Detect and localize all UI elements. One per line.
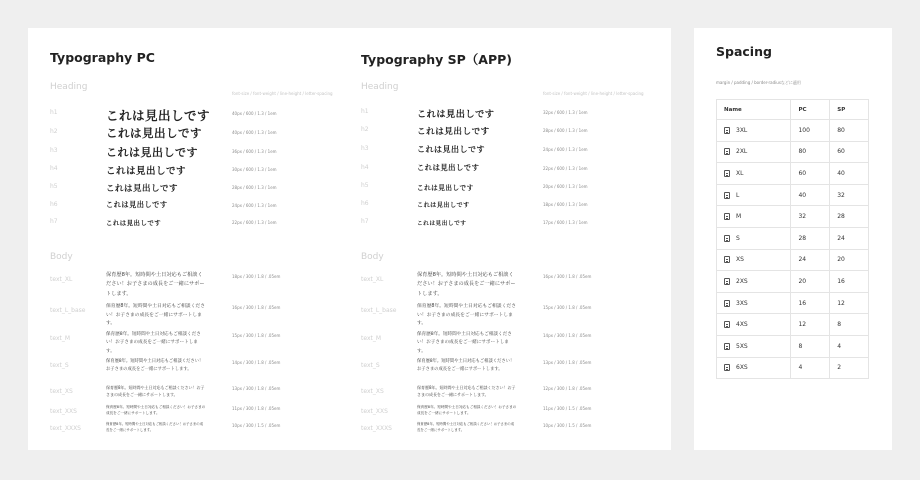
spacing-name: M xyxy=(736,213,742,221)
spacing-table xyxy=(716,99,869,379)
spacing-sp-value: 40 xyxy=(830,163,869,185)
spacing-sp-value: 32 xyxy=(830,184,869,206)
heading-tag: h4 xyxy=(361,163,369,171)
body-row-text-xl xyxy=(50,271,355,297)
heading-tag: h2 xyxy=(50,127,58,135)
spacing-row xyxy=(717,292,869,314)
heading-row-h5 xyxy=(50,182,355,198)
body-row-text-s xyxy=(361,358,661,384)
heading-row-h2 xyxy=(361,125,661,141)
body-spec: 10px / 300 / 1.5 / .05em xyxy=(543,422,592,428)
file-icon xyxy=(724,343,730,350)
heading-row-h2 xyxy=(50,125,355,141)
heading-row-h3 xyxy=(50,144,355,160)
spacing-name-cell xyxy=(717,184,791,206)
spacing-name: XL xyxy=(736,169,744,177)
body-section-label: Body xyxy=(361,252,384,262)
heading-row-h3 xyxy=(361,144,661,160)
spacing-table-header xyxy=(717,100,869,120)
spacing-name-cell xyxy=(717,271,791,293)
body-spec: 11px / 300 / 1.8 / .05em xyxy=(232,405,281,411)
heading-row-h6 xyxy=(50,200,355,216)
header-name: Name xyxy=(717,100,791,120)
body-tag: text_XL xyxy=(50,275,73,283)
heading-sample: これは見出しです xyxy=(417,184,474,192)
spacing-name-cell xyxy=(717,292,791,314)
spacing-sp-value: 20 xyxy=(830,249,869,271)
spacing-name-cell xyxy=(717,227,791,249)
body-spec: 11px / 300 / 1.5 / .05em xyxy=(543,405,592,411)
spacing-sp-value: 8 xyxy=(830,314,869,336)
heading-row-h6 xyxy=(361,200,661,216)
body-row-text-m xyxy=(50,331,355,357)
heading-sample: これは見出しです xyxy=(417,109,495,120)
spacing-card xyxy=(694,28,892,450)
spacing-name: 3XL xyxy=(736,126,748,134)
spacing-name-cell xyxy=(717,314,791,336)
spacing-row xyxy=(717,249,869,271)
body-spec: 12px / 300 / 1.8 / .05em xyxy=(543,386,592,391)
spacing-title: Spacing xyxy=(716,44,772,59)
spacing-name: 2XS xyxy=(736,277,748,285)
heading-sample: これは見出しです xyxy=(106,126,202,140)
spacing-name: 4XS xyxy=(736,321,748,329)
heading-spec: 36px / 600 / 1.3 / 1em xyxy=(232,148,277,154)
heading-sample: これは見出しです xyxy=(417,163,480,172)
body-tag: text_XXS xyxy=(361,407,388,415)
body-row-text-xxxs xyxy=(361,421,661,447)
body-spec: 14px / 300 / 1.8 / .05em xyxy=(232,360,281,366)
file-icon xyxy=(724,213,730,220)
body-row-text-l-base xyxy=(50,303,355,329)
spacing-name: 3XS xyxy=(736,299,748,307)
heading-sample: これは見出しです xyxy=(106,166,187,177)
body-tag: text_XXS xyxy=(50,407,77,415)
body-sample: 保育歴8年。短時間や土日対応もご相談ください！お子さまの成長をご一緒にサポートします。 xyxy=(417,272,516,297)
file-icon xyxy=(724,278,730,285)
heading-tag: h6 xyxy=(361,200,369,208)
heading-row-h4 xyxy=(361,163,661,179)
spacing-sp-value: 24 xyxy=(830,227,869,249)
heading-legend: font-size / font-weight / line-height / letter-spacing xyxy=(232,91,333,96)
spacing-sp-value: 80 xyxy=(830,120,869,142)
heading-spec: 22px / 600 / 1.3 / 1em xyxy=(232,220,277,226)
spacing-name-cell xyxy=(717,120,791,142)
heading-spec: 28px / 600 / 1.3 / 1em xyxy=(232,185,277,191)
body-sample: 保育歴8年。短時間や土日対応もご相談ください！お子さまの成長をご一緒にサポートします。 xyxy=(106,359,204,372)
body-tag: text_L_base xyxy=(50,307,86,315)
heading-sample: これは見出しです xyxy=(106,219,162,227)
spacing-name: S xyxy=(736,234,740,242)
heading-sample: これは見出しです xyxy=(417,221,467,227)
heading-spec: 24px / 600 / 1.3 / 1em xyxy=(232,202,277,208)
heading-tag: h4 xyxy=(50,164,58,172)
heading-section-label: Heading xyxy=(361,82,399,92)
spacing-pc-value: 28 xyxy=(791,227,830,249)
spacing-sp-value: 2 xyxy=(830,357,869,379)
spacing-name: L xyxy=(736,191,740,199)
heading-spec: 30px / 600 / 1.3 / 1em xyxy=(232,166,277,172)
header-pc: PC xyxy=(791,100,830,120)
spacing-name: 2XL xyxy=(736,148,748,156)
spacing-name-cell xyxy=(717,206,791,228)
body-sample: 保育歴8年。短時間や土日対応もご相談ください！お子さまの成長をご一緒にサポートします。 xyxy=(106,385,205,398)
spacing-row xyxy=(717,141,869,163)
heading-tag: h1 xyxy=(361,107,369,115)
spacing-pc-value: 24 xyxy=(791,249,830,271)
spacing-pc-value: 80 xyxy=(791,141,830,163)
spacing-sp-value: 16 xyxy=(830,271,869,293)
body-tag: text_S xyxy=(50,362,69,370)
body-tag: text_XS xyxy=(50,388,73,395)
body-sample: 保育歴8年。短時間や土日対応もご相談ください！お子さまの成長をご一緒にサポートします。 xyxy=(106,332,201,354)
heading-row-h5 xyxy=(361,182,661,198)
spacing-name-cell xyxy=(717,249,791,271)
spacing-name-cell xyxy=(717,141,791,163)
heading-spec: 24px / 600 / 1.3 / 1em xyxy=(543,147,588,152)
heading-row-h7 xyxy=(361,218,661,234)
body-sample: 保育歴8年。短時間や土日対応もご相談ください！お子さまの成長をご一緒にサポートします。 xyxy=(106,405,206,416)
spacing-sp-value: 4 xyxy=(830,335,869,357)
body-sample: 保育歴8年。短時間や土日対応もご相談ください！お子さまの成長をご一緒にサポートします。 xyxy=(417,359,515,372)
typography-card xyxy=(28,28,671,450)
heading-spec: 17px / 600 / 1.3 / 1em xyxy=(543,219,588,225)
body-sample: 保育歴8年。短時間や土日対応もご相談ください！お子さまの成長をご一緒にサポートします。 xyxy=(106,422,204,433)
spacing-pc-value: 16 xyxy=(791,292,830,314)
body-tag: text_XS xyxy=(361,388,384,395)
spacing-sp-value: 60 xyxy=(830,141,869,163)
spacing-sp-value: 28 xyxy=(830,206,869,228)
body-spec: 13px / 300 / 1.8 / .05em xyxy=(232,386,281,391)
heading-row-h1 xyxy=(361,106,661,122)
body-tag: text_XXXS xyxy=(361,424,392,432)
heading-sample: これは見出しです xyxy=(106,200,168,209)
body-sample: 保育歴8年。短時間や土日対応もご相談ください！お子さまの成長をご一緒にサポートします。 xyxy=(417,304,516,327)
heading-spec: 28px / 600 / 1.3 / 1em xyxy=(543,128,588,134)
spacing-row xyxy=(717,184,869,206)
spacing-pc-value: 20 xyxy=(791,271,830,293)
body-tag: text_XXXS xyxy=(50,424,81,432)
spacing-row xyxy=(717,357,869,379)
body-sample: 保育歴8年。短時間や土日対応もご相談ください！お子さまの成長をご一緒にサポートします。 xyxy=(417,422,515,433)
heading-legend: font-size / font-weight / line-height / letter-spacing xyxy=(543,91,644,96)
heading-sample: これは見出しです xyxy=(417,202,470,209)
body-spec: 16px / 300 / 1.8 / .05em xyxy=(232,305,281,311)
body-row-text-l-base xyxy=(361,303,661,329)
spacing-row xyxy=(717,314,869,336)
heading-tag: h6 xyxy=(50,200,58,208)
heading-tag: h5 xyxy=(361,182,369,190)
heading-tag: h5 xyxy=(50,183,58,191)
spacing-row xyxy=(717,227,869,249)
file-icon xyxy=(724,235,730,242)
body-spec: 16px / 300 / 1.8 / .05em xyxy=(543,273,592,279)
body-spec: 15px / 300 / 1.8 / .05em xyxy=(232,333,281,339)
body-sample: 保育歴8年。短時間や土日対応もご相談ください！お子さまの成長をご一緒にサポートします。 xyxy=(417,405,517,416)
spacing-pc-value: 32 xyxy=(791,206,830,228)
spacing-pc-value: 100 xyxy=(791,120,830,142)
heading-sample: これは見出しです xyxy=(106,146,198,159)
heading-spec: 40px / 600 / 1.3 / 1em xyxy=(232,111,277,117)
heading-sample: これは見出しです xyxy=(417,145,485,154)
spacing-row xyxy=(717,335,869,357)
spacing-pc-value: 8 xyxy=(791,335,830,357)
body-spec: 14px / 300 / 1.8 / .05em xyxy=(543,333,592,339)
heading-tag: h3 xyxy=(361,145,369,152)
body-row-text-m xyxy=(361,331,661,357)
body-tag: text_L_base xyxy=(361,307,397,315)
heading-spec: 32px / 600 / 1.3 / 1em xyxy=(543,109,588,115)
spacing-name: 6XS xyxy=(736,364,748,372)
heading-spec: 18px / 600 / 1.3 / 1em xyxy=(543,202,588,208)
file-icon xyxy=(724,148,730,155)
body-row-text-xl xyxy=(361,271,661,297)
heading-tag: h7 xyxy=(361,217,369,225)
spacing-name-cell xyxy=(717,357,791,379)
heading-sample: これは見出しです xyxy=(417,127,490,137)
file-icon xyxy=(724,364,730,371)
heading-sample: これは見出しです xyxy=(106,184,179,194)
body-section-label: Body xyxy=(50,252,73,262)
body-sample: 保育歴8年。短時間や土日対応もご相談ください！お子さまの成長をご一緒にサポートします。 xyxy=(106,272,205,297)
body-sample: 保育歴8年。短時間や土日対応もご相談ください！お子さまの成長をご一緒にサポートします。 xyxy=(106,304,205,327)
spacing-row xyxy=(717,271,869,293)
body-spec: 15px / 300 / 1.8 / .05em xyxy=(543,305,592,311)
file-icon xyxy=(724,300,730,307)
body-sample: 保育歴8年。短時間や土日対応もご相談ください！お子さまの成長をご一緒にサポートします。 xyxy=(417,332,512,354)
header-sp: SP xyxy=(830,100,869,120)
heading-tag: h1 xyxy=(50,109,58,117)
body-row-text-xxxs xyxy=(50,421,355,447)
file-icon xyxy=(724,256,730,263)
spacing-sp-value: 12 xyxy=(830,292,869,314)
spacing-row xyxy=(717,163,869,185)
body-spec: 10px / 300 / 1.5 / .05em xyxy=(232,422,281,428)
file-icon xyxy=(724,170,730,177)
typography-sp-title: Typography SP（APP) xyxy=(361,52,512,67)
spacing-pc-value: 40 xyxy=(791,184,830,206)
heading-spec: 20px / 600 / 1.3 / 1em xyxy=(543,184,588,190)
file-icon xyxy=(724,192,730,199)
spacing-pc-value: 60 xyxy=(791,163,830,185)
heading-tag: h7 xyxy=(50,218,58,226)
spacing-pc-value: 12 xyxy=(791,314,830,336)
heading-row-h1 xyxy=(50,106,355,122)
heading-tag: h3 xyxy=(50,146,58,154)
body-tag: text_XL xyxy=(361,275,384,283)
spacing-row xyxy=(717,120,869,142)
typography-pc-title: Typography PC xyxy=(50,50,155,65)
body-spec: 18px / 300 / 1.8 / .05em xyxy=(232,273,281,279)
spacing-subtitle: margin / padding / border-radiusなどに適用 xyxy=(716,80,801,85)
heading-tag: h2 xyxy=(361,126,369,134)
heading-section-label: Heading xyxy=(50,82,88,92)
spacing-row xyxy=(717,206,869,228)
spacing-name: 5XS xyxy=(736,342,748,350)
heading-spec: 22px / 600 / 1.3 / 1em xyxy=(543,165,588,171)
spacing-pc-value: 4 xyxy=(791,357,830,379)
body-spec: 13px / 300 / 1.8 / .05em xyxy=(543,360,592,366)
body-tag: text_M xyxy=(361,335,382,343)
body-tag: text_S xyxy=(361,362,380,370)
heading-row-h4 xyxy=(50,163,355,179)
body-sample: 保育歴8年。短時間や土日対応もご相談ください！お子さまの成長をご一緒にサポートします。 xyxy=(417,385,516,398)
heading-row-h7 xyxy=(50,218,355,234)
spacing-name-cell xyxy=(717,163,791,185)
spacing-name-cell xyxy=(717,335,791,357)
file-icon xyxy=(724,127,730,134)
heading-spec: 40px / 600 / 1.3 / 1em xyxy=(232,129,277,135)
heading-sample: これは見出しです xyxy=(106,108,211,123)
body-row-text-s xyxy=(50,358,355,384)
body-tag: text_M xyxy=(50,335,71,343)
spacing-name: XS xyxy=(736,256,744,264)
file-icon xyxy=(724,321,730,328)
